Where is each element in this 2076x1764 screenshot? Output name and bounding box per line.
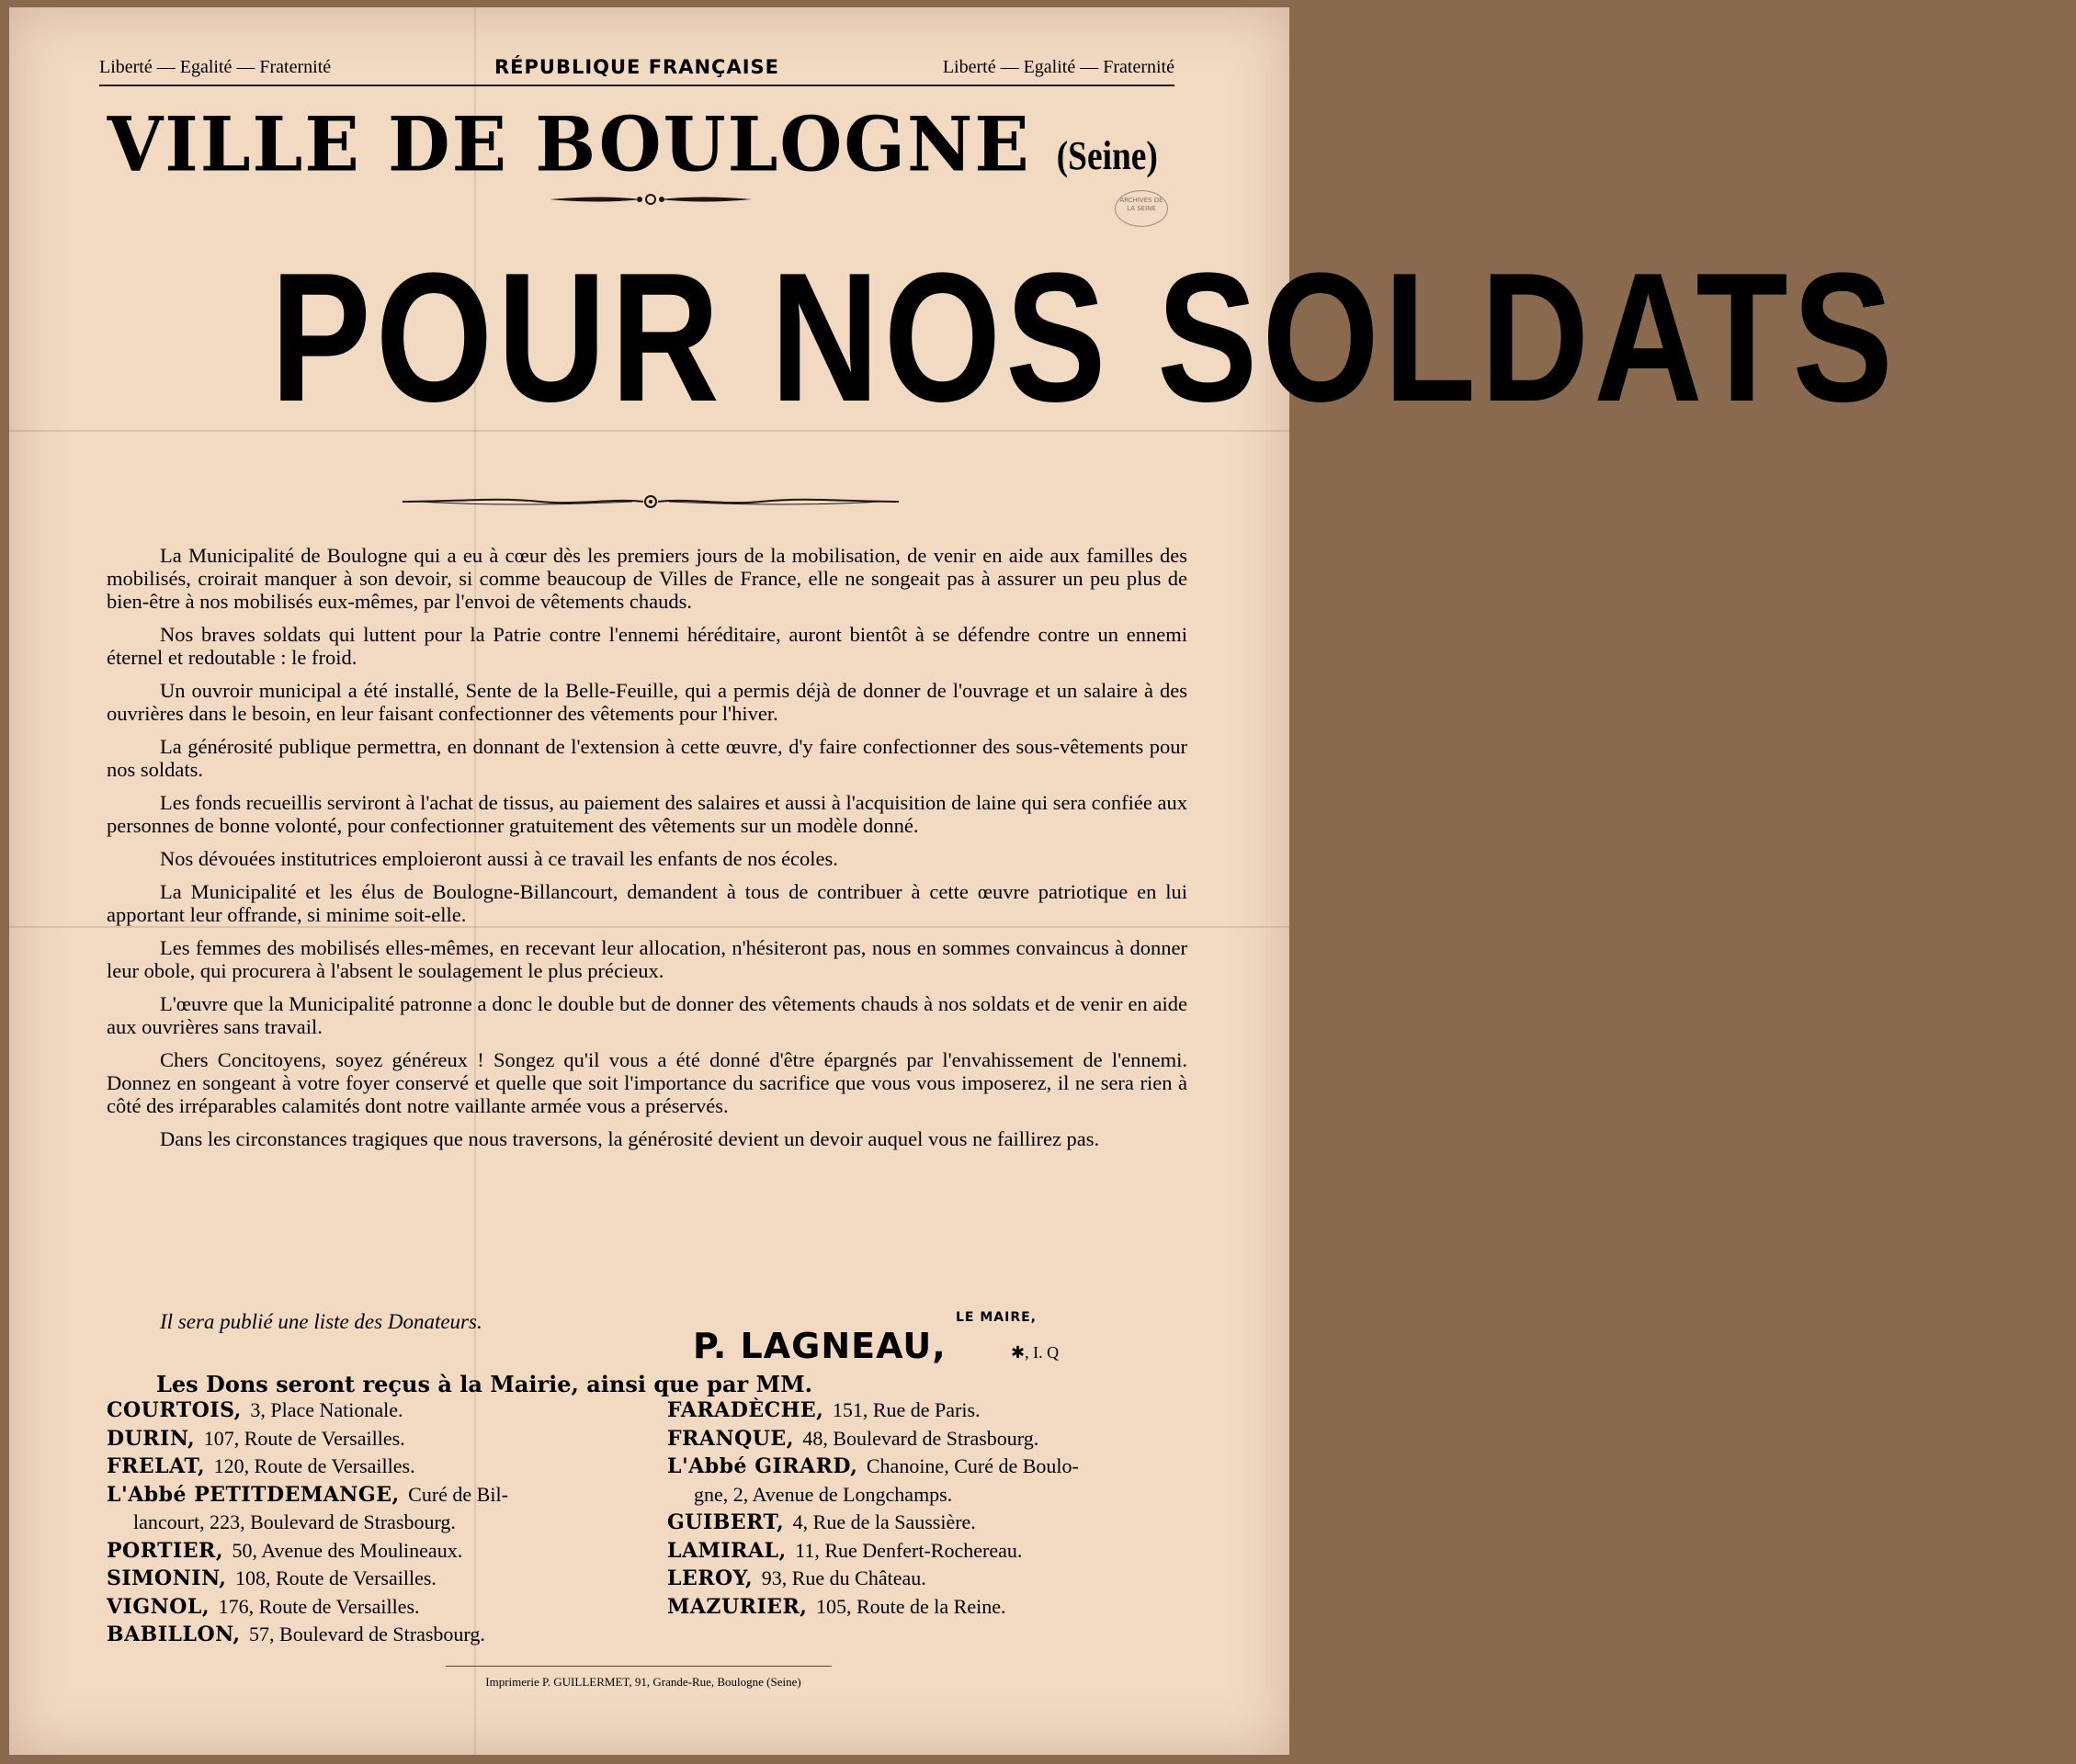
donor-address: 176, Route de Versailles. <box>218 1594 420 1618</box>
donor-entry <box>667 1396 1182 1425</box>
header-rule <box>99 85 1174 86</box>
donor-list-left <box>107 1396 621 1649</box>
motto-right: Liberté — Egalité — Fraternité <box>942 56 1174 77</box>
paragraph: Dans les circonstances tragiques que nous traversons, la générosité devient un devoir auquel vous ne faillirez pas. <box>160 1127 1100 1150</box>
donor-address: 120, Route de Versailles. <box>213 1454 415 1477</box>
donor-name: MAZURIER, <box>667 1594 808 1619</box>
donor-entry <box>107 1621 621 1649</box>
donor-name: PORTIER, <box>107 1538 223 1563</box>
department-name: (Seine) <box>1056 133 1158 178</box>
donor-name: COURTOIS, <box>107 1398 242 1422</box>
donor-address: Chanoine, Curé de Boulo- <box>866 1454 1079 1477</box>
paragraph: Chers Concitoyens, soyez généreux ! Songez qu'il vous a été donné d'être épargnés par l'envahissement de l'ennemi. Donnez en songeant à votre foyer conservé et quelle que soit l'importance du sacrifice que vous vous imposerez, il ne sera rien à côté des irréparables calamités dont notre vaillante armée vous a préservés. <box>107 1048 1187 1117</box>
donor-entry <box>107 1565 621 1593</box>
donor-entry <box>667 1425 1182 1453</box>
donor-entry <box>667 1565 1182 1593</box>
mayor-label: LE MAIRE, <box>956 1310 1037 1325</box>
donor-address: 4, Rue de la Saussière. <box>792 1510 976 1533</box>
paragraph: Un ouvroir municipal a été installé, Sente de la Belle-Feuille, qui a permis déjà de donner de l'ouvrage et un salaire à des ouvrières dans le besoin, en leur faisant confectionner des vêtements pour l'hiver. <box>107 679 1187 725</box>
donor-address: 108, Route de Versailles. <box>234 1566 437 1589</box>
donor-name: VIGNOL, <box>107 1594 210 1619</box>
donor-address: Curé de Bil- <box>408 1482 508 1506</box>
donor-name: FARADÈCHE, <box>667 1398 824 1422</box>
donor-name: LEROY, <box>667 1566 754 1590</box>
donor-entry <box>667 1593 1182 1622</box>
donor-entry <box>667 1509 1182 1537</box>
donor-address: 11, Rue Denfert-Rochereau. <box>795 1538 1023 1562</box>
donor-entry <box>107 1453 621 1481</box>
printer-imprint: Imprimerie P. GUILLERMET, 91, Grande-Rue, Boulogne (Seine) <box>485 1675 801 1689</box>
city-name: VILLE DE BOULOGNE <box>107 100 1031 189</box>
ornament-divider <box>403 494 899 509</box>
donor-address-continued: gne, 2, Avenue de Longchamps. <box>694 1482 953 1506</box>
donor-entry <box>667 1453 1182 1509</box>
donor-address: 107, Route de Versailles. <box>203 1426 405 1450</box>
donor-name: FRANQUE, <box>667 1426 794 1451</box>
closing-block <box>107 1305 1187 1341</box>
donor-address: 3, Place Nationale. <box>250 1398 403 1421</box>
donor-address: 50, Avenue des Moulineaux. <box>232 1538 463 1562</box>
donor-entry <box>107 1396 621 1425</box>
donor-entry <box>107 1425 621 1453</box>
paragraph: La générosité publique permettra, en donnant de l'extension à cette œuvre, d'y faire confectionner des sous-vêtements pour nos soldats. <box>107 735 1187 781</box>
poster-title <box>92 235 1898 440</box>
donor-name: BABILLON, <box>107 1623 241 1646</box>
donor-list-right <box>667 1396 1182 1621</box>
ornament-rule <box>550 193 752 206</box>
donor-address: 48, Boulevard de Strasbourg. <box>802 1426 1039 1450</box>
title-text: POUR NOS SOLDATS <box>270 235 1898 440</box>
mayor-signature: P. LAGNEAU, <box>693 1326 947 1366</box>
donor-name: L'Abbé PETITDEMANGE, <box>107 1482 400 1507</box>
donor-name: L'Abbé GIRARD, <box>667 1454 858 1478</box>
donor-list-note: Il sera publié une liste des Donateurs. <box>160 1310 482 1333</box>
donor-entry <box>667 1537 1182 1566</box>
city-heading <box>99 100 1174 189</box>
header-line <box>99 53 1174 81</box>
decorations: ✱, I. Q <box>1011 1343 1060 1362</box>
donor-address: 93, Rue du Château. <box>761 1566 926 1589</box>
donor-name: DURIN, <box>107 1426 196 1451</box>
paragraph: Nos braves soldats qui luttent pour la Patrie contre l'ennemi héréditaire, auront bientôt à se défendre contre un ennemi éternel et redoutable : le froid. <box>107 623 1187 669</box>
donor-entry <box>107 1537 621 1566</box>
archives-stamp: ARCHIVES DE LA SEINE <box>1115 190 1168 227</box>
donor-address: 57, Boulevard de Strasbourg. <box>249 1623 485 1645</box>
appeal-text <box>107 544 1187 1160</box>
republic-heading: RÉPUBLIQUE FRANÇAISE <box>493 56 779 78</box>
donor-name: FRELAT, <box>107 1454 206 1478</box>
donor-address: 105, Route de la Reine. <box>815 1594 1006 1618</box>
donor-entry <box>107 1593 621 1622</box>
donations-heading: Les Dons seront reçus à la Mairie, ainsi que par MM. <box>156 1371 812 1397</box>
motto-left: Liberté — Egalité — Fraternité <box>99 56 332 77</box>
printer-rule <box>446 1666 832 1667</box>
donor-name: GUIBERT, <box>667 1510 785 1534</box>
paragraph: Les femmes des mobilisés elles-mêmes, en recevant leur allocation, n'hésiteront pas, nous en sommes convaincus à donner leur obole, qui procurera à l'absent le soulagement le plus précieux. <box>107 936 1187 982</box>
paragraph: L'œuvre que la Municipalité patronne a donc le double but de donner des vêtements chauds à nos soldats et de venir en aide aux ouvrières sans travail. <box>107 992 1187 1038</box>
paragraph: La Municipalité de Boulogne qui a eu à cœur dès les premiers jours de la mobilisation, de venir en aide aux familles des mobilisés, croirait manquer à son devoir, si comme beaucoup de Villes de France, elle ne songeait pas à assurer un peu plus de bien-être à nos mobilisés eux-mêmes, par l'envoi de vêtements chauds. <box>107 544 1187 613</box>
donor-entry <box>107 1481 621 1537</box>
donor-name: SIMONIN, <box>107 1566 227 1590</box>
donor-name: LAMIRAL, <box>667 1538 787 1563</box>
donor-address-continued: lancourt, 223, Boulevard de Strasbourg. <box>133 1510 456 1533</box>
paragraph: La Municipalité et les élus de Boulogne-Billancourt, demandent à tous de contribuer à cette œuvre patriotique en lui apportant leur offrande, si minime soit-elle. <box>107 880 1187 926</box>
paragraph: Les fonds recueillis serviront à l'achat de tissus, au paiement des salaires et aussi à l'acquisition de laine qui sera confiée aux personnes de bonne volonté, pour confectionner gratuitement des vêtements sur un modèle donné. <box>107 791 1187 837</box>
paragraph: Nos dévouées institutrices emploieront aussi à ce travail les enfants de nos écoles. <box>160 847 838 870</box>
donor-address: 151, Rue de Paris. <box>832 1398 981 1421</box>
